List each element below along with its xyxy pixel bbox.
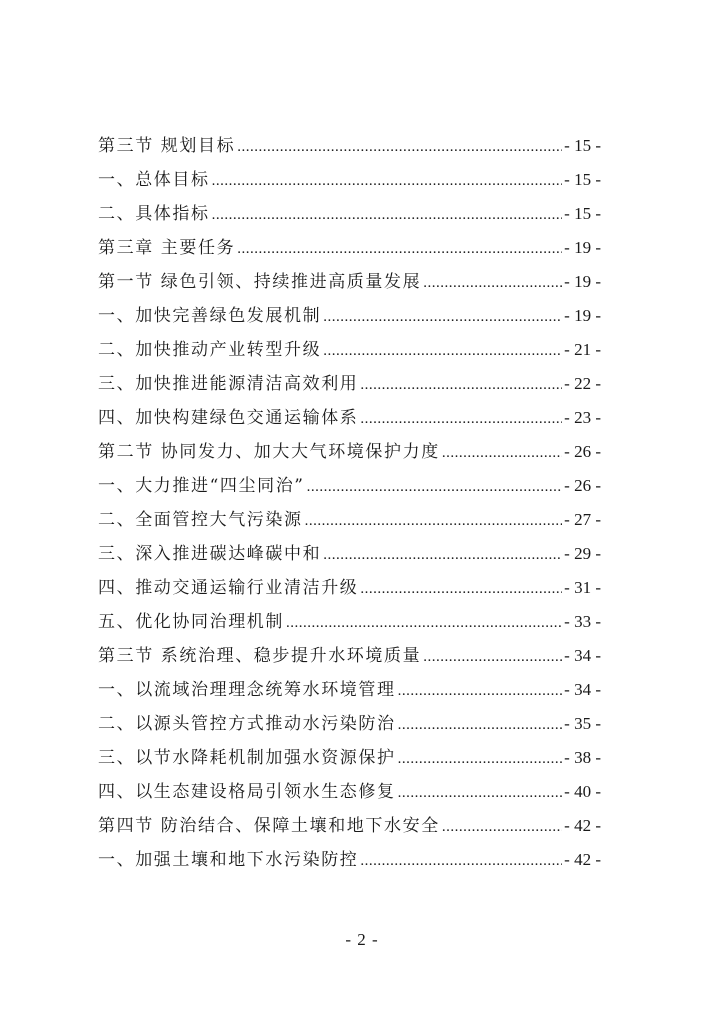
toc-entry-page: - 15 - xyxy=(564,204,601,223)
toc-dot-leader xyxy=(360,577,562,601)
page-number: - 2 - xyxy=(345,930,379,949)
toc-dot-leader xyxy=(305,509,563,533)
toc-entry-title: 三、深入推进碳达峰碳中和 xyxy=(98,544,322,564)
table-of-contents xyxy=(98,134,601,882)
toc-dot-leader xyxy=(212,203,563,227)
toc-entry-page: - 26 - xyxy=(564,476,601,495)
toc-entry[interactable] xyxy=(98,406,601,440)
toc-entry[interactable] xyxy=(98,814,601,848)
toc-entry-title: 一、大力推进“四尘同治” xyxy=(98,476,305,496)
toc-dot-leader xyxy=(360,849,562,873)
toc-entry-title: 第二节 协同发力、加大大气环境保护力度 xyxy=(98,442,440,462)
toc-entry-page: - 34 - xyxy=(564,646,601,665)
toc-entry-title: 第三章 主要任务 xyxy=(98,238,236,258)
toc-entry[interactable] xyxy=(98,270,601,304)
toc-dot-leader xyxy=(286,611,562,635)
toc-entry-title: 第四节 防治结合、保障土壤和地下水安全 xyxy=(98,816,440,836)
toc-entry[interactable] xyxy=(98,440,601,474)
toc-entry-page: - 19 - xyxy=(564,272,601,291)
toc-entry-title: 一、以流域治理理念统筹水环境管理 xyxy=(98,680,396,700)
toc-entry-title: 三、以节水降耗机制加强水资源保护 xyxy=(98,748,396,768)
toc-entry[interactable] xyxy=(98,338,601,372)
toc-dot-leader xyxy=(442,441,562,465)
toc-dot-leader xyxy=(442,815,562,839)
toc-entry-title: 一、加强土壤和地下水污染防控 xyxy=(98,850,359,870)
toc-entry-page: - 35 - xyxy=(564,714,601,733)
toc-entry-page: - 19 - xyxy=(564,306,601,325)
toc-entry-title: 二、以源头管控方式推动水污染防治 xyxy=(98,714,396,734)
toc-entry-page: - 15 - xyxy=(564,170,601,189)
toc-dot-leader xyxy=(398,713,563,737)
toc-entry[interactable] xyxy=(98,644,601,678)
toc-entry[interactable] xyxy=(98,168,601,202)
toc-entry-title: 五、优化协同治理机制 xyxy=(98,612,284,632)
toc-entry-title: 四、以生态建设格局引领水生态修复 xyxy=(98,782,396,802)
toc-entry-title: 第三节 系统治理、稳步提升水环境质量 xyxy=(98,646,422,666)
toc-entry-page: - 33 - xyxy=(564,612,601,631)
toc-entry-page: - 40 - xyxy=(564,782,601,801)
toc-entry[interactable] xyxy=(98,304,601,338)
toc-dot-leader xyxy=(237,237,562,261)
toc-entry-title: 二、加快推动产业转型升级 xyxy=(98,340,322,360)
toc-entry[interactable] xyxy=(98,576,601,610)
toc-entry-title: 第三节 规划目标 xyxy=(98,136,236,156)
toc-dot-leader xyxy=(423,271,562,295)
toc-dot-leader xyxy=(212,169,563,193)
toc-entry-page: - 29 - xyxy=(564,544,601,563)
toc-entry[interactable] xyxy=(98,474,601,508)
toc-dot-leader xyxy=(307,475,563,499)
toc-dot-leader xyxy=(423,645,562,669)
toc-dot-leader xyxy=(398,679,563,703)
toc-entry-page: - 19 - xyxy=(564,238,601,257)
toc-dot-leader xyxy=(398,781,563,805)
toc-entry[interactable] xyxy=(98,610,601,644)
toc-dot-leader xyxy=(360,407,562,431)
toc-dot-leader xyxy=(323,339,562,363)
toc-dot-leader xyxy=(360,373,562,397)
toc-entry-page: - 42 - xyxy=(564,850,601,869)
toc-entry-page: - 34 - xyxy=(564,680,601,699)
toc-entry-title: 一、总体目标 xyxy=(98,170,210,190)
toc-entry-title: 四、推动交通运输行业清洁升级 xyxy=(98,578,359,598)
toc-entry-title: 四、加快构建绿色交通运输体系 xyxy=(98,408,359,428)
toc-entry-page: - 42 - xyxy=(564,816,601,835)
toc-dot-leader xyxy=(323,543,562,567)
toc-dot-leader xyxy=(237,135,562,159)
toc-entry[interactable] xyxy=(98,712,601,746)
toc-entry-page: - 26 - xyxy=(564,442,601,461)
toc-entry-title: 第一节 绿色引领、持续推进高质量发展 xyxy=(98,272,422,292)
toc-entry[interactable] xyxy=(98,202,601,236)
toc-dot-leader xyxy=(398,747,563,771)
toc-entry-page: - 15 - xyxy=(564,136,601,155)
toc-entry-title: 二、全面管控大气污染源 xyxy=(98,510,303,530)
toc-entry-title: 一、加快完善绿色发展机制 xyxy=(98,306,322,326)
toc-entry[interactable] xyxy=(98,678,601,712)
toc-entry[interactable] xyxy=(98,746,601,780)
toc-entry-page: - 22 - xyxy=(564,374,601,393)
toc-entry-page: - 21 - xyxy=(564,340,601,359)
toc-entry-page: - 31 - xyxy=(564,578,601,597)
toc-entry[interactable] xyxy=(98,542,601,576)
toc-entry-page: - 38 - xyxy=(564,748,601,767)
toc-entry[interactable] xyxy=(98,134,601,168)
toc-entry[interactable] xyxy=(98,780,601,814)
toc-entry[interactable] xyxy=(98,508,601,542)
toc-dot-leader xyxy=(323,305,562,329)
toc-entry-page: - 27 - xyxy=(564,510,601,529)
toc-entry[interactable] xyxy=(98,848,601,882)
toc-entry-title: 二、具体指标 xyxy=(98,204,210,224)
toc-entry[interactable] xyxy=(98,236,601,270)
toc-entry[interactable] xyxy=(98,372,601,406)
toc-entry-page: - 23 - xyxy=(564,408,601,427)
toc-entry-title: 三、加快推进能源清洁高效利用 xyxy=(98,374,359,394)
